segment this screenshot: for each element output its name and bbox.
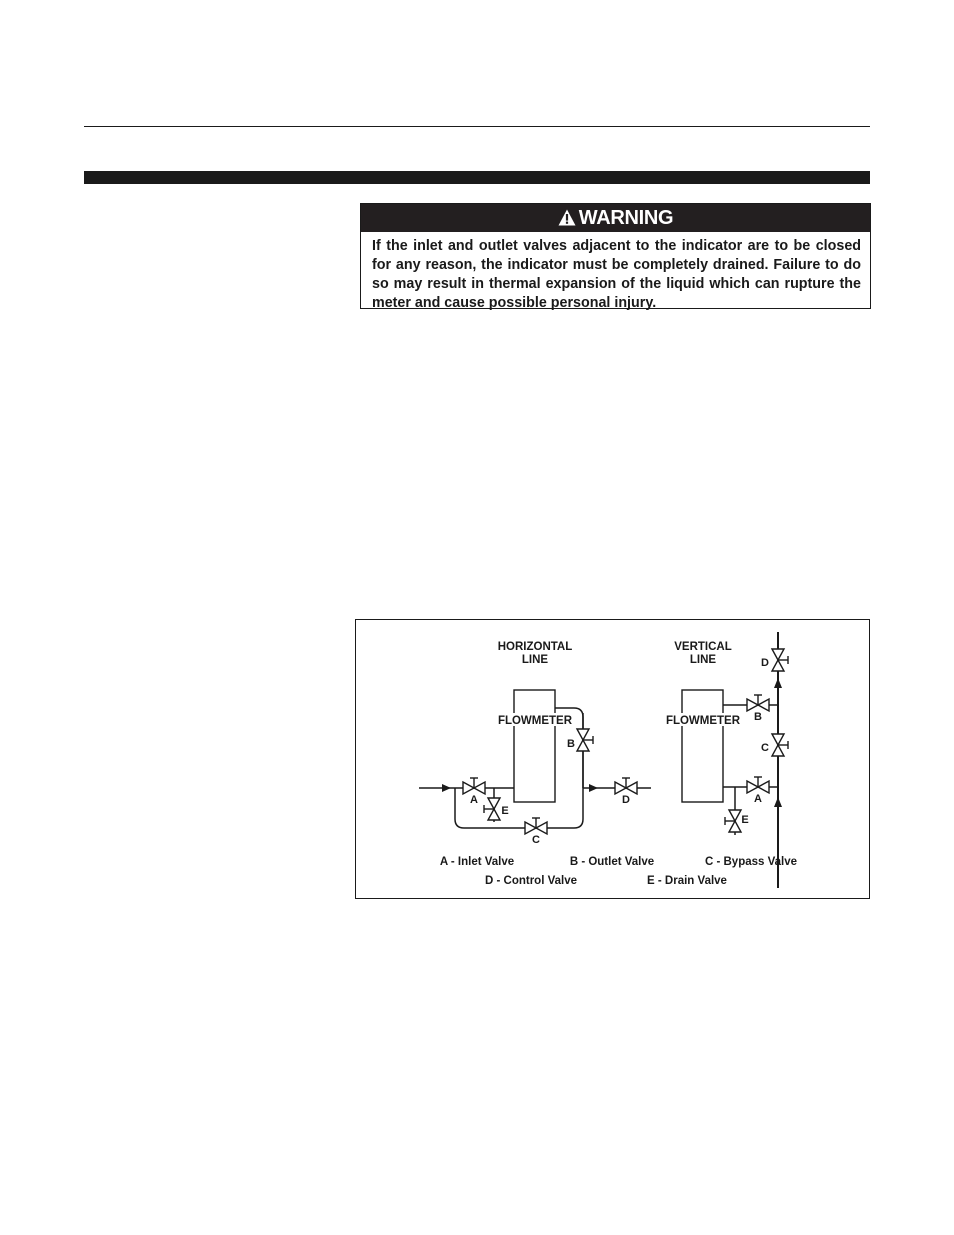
vertical-label-b: B <box>754 711 762 723</box>
horizontal-label-d: D <box>622 794 630 806</box>
legend-inlet-valve: A - Inlet Valve <box>439 856 515 868</box>
horizontal-valve-a <box>463 778 485 794</box>
vertical-label-e: E <box>741 814 749 826</box>
warning-triangle-icon <box>558 209 576 226</box>
vertical-valve-d <box>772 649 788 671</box>
section-bar <box>84 171 870 184</box>
horizontal-valve-c <box>525 818 547 834</box>
horizontal-label-b: B <box>567 738 575 750</box>
legend-control-valve: D - Control Valve <box>484 875 578 887</box>
legend-bypass-valve: C - Bypass Valve <box>704 856 798 868</box>
horizontal-line-diagram <box>419 641 651 846</box>
legend-drain-valve: E - Drain Valve <box>647 875 727 887</box>
warning-title: WARNING <box>578 206 674 229</box>
horizontal-valve-b <box>577 729 593 751</box>
horizontal-label-e: E <box>501 805 509 817</box>
vertical-outlet-arrow <box>774 678 782 688</box>
vertical-valve-c <box>772 734 788 756</box>
vertical-flowmeter-label: FLOWMETER <box>665 715 741 727</box>
horizontal-inlet-arrow <box>442 784 451 792</box>
valve-legend <box>440 856 797 887</box>
horizontal-outlet-arrow <box>589 784 598 792</box>
vertical-label-a: A <box>754 793 762 805</box>
horizontal-flowmeter-body <box>514 690 555 802</box>
vertical-title-line1: VERTICAL <box>674 641 732 653</box>
horizontal-label-a: A <box>470 794 478 806</box>
warning-box <box>360 203 871 309</box>
warning-text: If the inlet and outlet valves adjacent to the indicator are to be closed for any reason, the indicator must be completely drained. Failure to do so may result in thermal expansion of the liquid which can rupture the meter and cause possible personal injury. <box>372 238 861 311</box>
legend-outlet-valve: B - Outlet Valve <box>569 856 655 868</box>
warning-header <box>361 204 870 232</box>
vertical-flowmeter-body <box>682 690 723 802</box>
vertical-title-line2: LINE <box>689 654 717 666</box>
horizontal-title-line2: LINE <box>521 654 549 666</box>
horizontal-valve-d <box>615 778 637 794</box>
vertical-label-c: C <box>761 742 769 754</box>
vertical-label-d: D <box>761 657 769 669</box>
valve-diagram-svg <box>356 620 869 898</box>
horizontal-flowmeter-label: FLOWMETER <box>497 715 573 727</box>
vertical-valve-b <box>747 695 769 711</box>
vertical-inlet-arrow <box>774 797 782 807</box>
vertical-line-diagram <box>660 632 788 888</box>
horizontal-title-line1: HORIZONTAL <box>497 641 573 653</box>
vertical-valve-e <box>725 810 741 832</box>
vertical-valve-a <box>747 777 769 793</box>
horizontal-label-c: C <box>532 834 540 846</box>
header-rule <box>84 126 870 127</box>
valve-diagram <box>355 619 870 899</box>
horizontal-valve-e <box>484 798 500 820</box>
